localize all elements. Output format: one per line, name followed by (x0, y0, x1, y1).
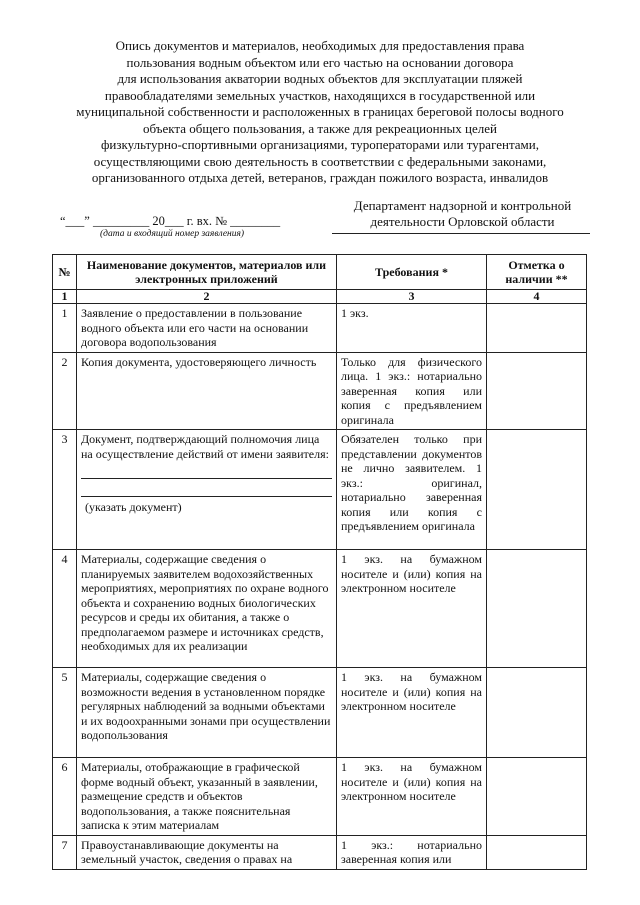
row-number: 4 (53, 550, 77, 668)
row-requirements: 1 экз. (337, 304, 487, 353)
row-document-name: Заявление о предоставлении в пользование водного объекта или его части на основании договора водопользования (77, 304, 337, 353)
title-line: объекта общего пользования, а также для рекреационных целей (143, 120, 497, 136)
department-name (330, 198, 595, 230)
column-number-row (53, 290, 587, 304)
table-row (53, 304, 587, 353)
col-number: 1 (53, 290, 77, 304)
col-number: 4 (487, 290, 587, 304)
table-row (53, 352, 587, 430)
title-line: организованного отдыха детей, ветеранов, граждан пожилого возраста, инвалидов (91, 170, 549, 185)
row-mark-cell[interactable] (487, 304, 587, 353)
row-number: 1 (53, 304, 77, 353)
header-mark: Отметка о наличии ** (487, 255, 587, 290)
row-mark-cell[interactable] (487, 352, 587, 430)
table-row (53, 835, 587, 869)
row-requirements: Обязателен только при представлении документов не лично заявителем. 1 экз.: оригинал, нотариально заверенная копия или копия с предъявлением оригинала (337, 430, 487, 550)
table-row (53, 758, 587, 836)
row-requirements: 1 экз.: нотариально заверенная копия или (337, 835, 487, 869)
row-number: 5 (53, 668, 77, 758)
header-num: № (53, 255, 77, 290)
row-document-name: Документ, подтверждающий полномочия лица на осуществление действий от имени заявителя: (81, 432, 329, 461)
fill-in-line[interactable] (81, 481, 332, 497)
specify-document-hint: (указать документ) (85, 500, 182, 514)
row-requirements: 1 экз. на бумажном носителе и (или) копия на электронном носителе (337, 668, 487, 758)
header-name: Наименование документов, материалов или электронных приложений (77, 255, 337, 290)
row-mark-cell[interactable] (487, 430, 587, 550)
title-line: муниципальной собственности и расположенных в границах береговой полосы водного (76, 104, 564, 119)
row-document-name: Копия документа, удостоверяющего личность (77, 352, 337, 430)
row-document-name: Правоустанавливающие документы на земельный участок, сведения о правах на (77, 835, 337, 869)
title-line: осуществляющими свою деятельность в соответствии с федеральными законами, (93, 153, 547, 169)
department-line: Департамент надзорной и контрольной (353, 198, 572, 213)
date-number-hint: (дата и входящий номер заявления) (100, 229, 245, 239)
row-document-name: Материалы, содержащие сведения о планируемых заявителем водохозяйственных мероприятиях, мероприятиях по охране водного объекта и сохранению водных биологических ресурсов и среды их обитания, а также о предполагаемом размере и источниках средств, необходимых для их реализации (77, 550, 337, 668)
documents-table (52, 254, 587, 870)
row-mark-cell[interactable] (487, 835, 587, 869)
title-line: физкультурно-спортивными организациями, туроператорами или турагентами, (101, 137, 539, 152)
row-mark-cell[interactable] (487, 550, 587, 668)
row-number: 3 (53, 430, 77, 550)
row-document-name: Материалы, отображающие в графической форме водный объект, указанный в заявлении, размещение средств и объектов водопользования, а также пояснительная записка к этим материалам (77, 758, 337, 836)
title-line: правообладателями земельных участков, находящихся в государственной или (104, 87, 536, 103)
row-document-name: Материалы, содержащие сведения о возможности ведения в установленном порядке регулярных наблюдений за водными объектами и их водоохранными зонами при осуществлении водопользования (77, 668, 337, 758)
col-number: 2 (77, 290, 337, 304)
title-line: Опись документов и материалов, необходимых для предоставления права (115, 38, 525, 53)
row-mark-cell[interactable] (487, 758, 587, 836)
row-requirements: 1 экз. на бумажном носителе и (или) копия на электронном носителе (337, 550, 487, 668)
header-requirements: Требования * (337, 255, 487, 290)
col-number: 3 (337, 290, 487, 304)
table-header-row (53, 255, 587, 290)
title-line: пользования водным объектом или его частью на основании договора (126, 54, 514, 70)
row-requirements: Только для физического лица. 1 экз.: нотариально заверенная копия или копия с предъявлением оригинала (337, 352, 487, 430)
department-underline (332, 233, 590, 234)
row-number: 7 (53, 835, 77, 869)
table-row (53, 550, 587, 668)
row-number: 6 (53, 758, 77, 836)
table-row (53, 430, 587, 550)
row-number: 2 (53, 352, 77, 430)
fill-in-line[interactable] (81, 463, 332, 479)
title-line: для использования акватории водных объектов для эксплуатации пляжей (117, 71, 523, 86)
table-row (53, 668, 587, 758)
row-mark-cell[interactable] (487, 668, 587, 758)
department-line: деятельности Орловской области (370, 214, 555, 229)
row-requirements: 1 экз. на бумажном носителе и (или) копия на электронном носителе (337, 758, 487, 836)
date-number-field: “___” _________ 20___ г. вх. № ________ (60, 214, 281, 228)
document-title (50, 38, 590, 187)
